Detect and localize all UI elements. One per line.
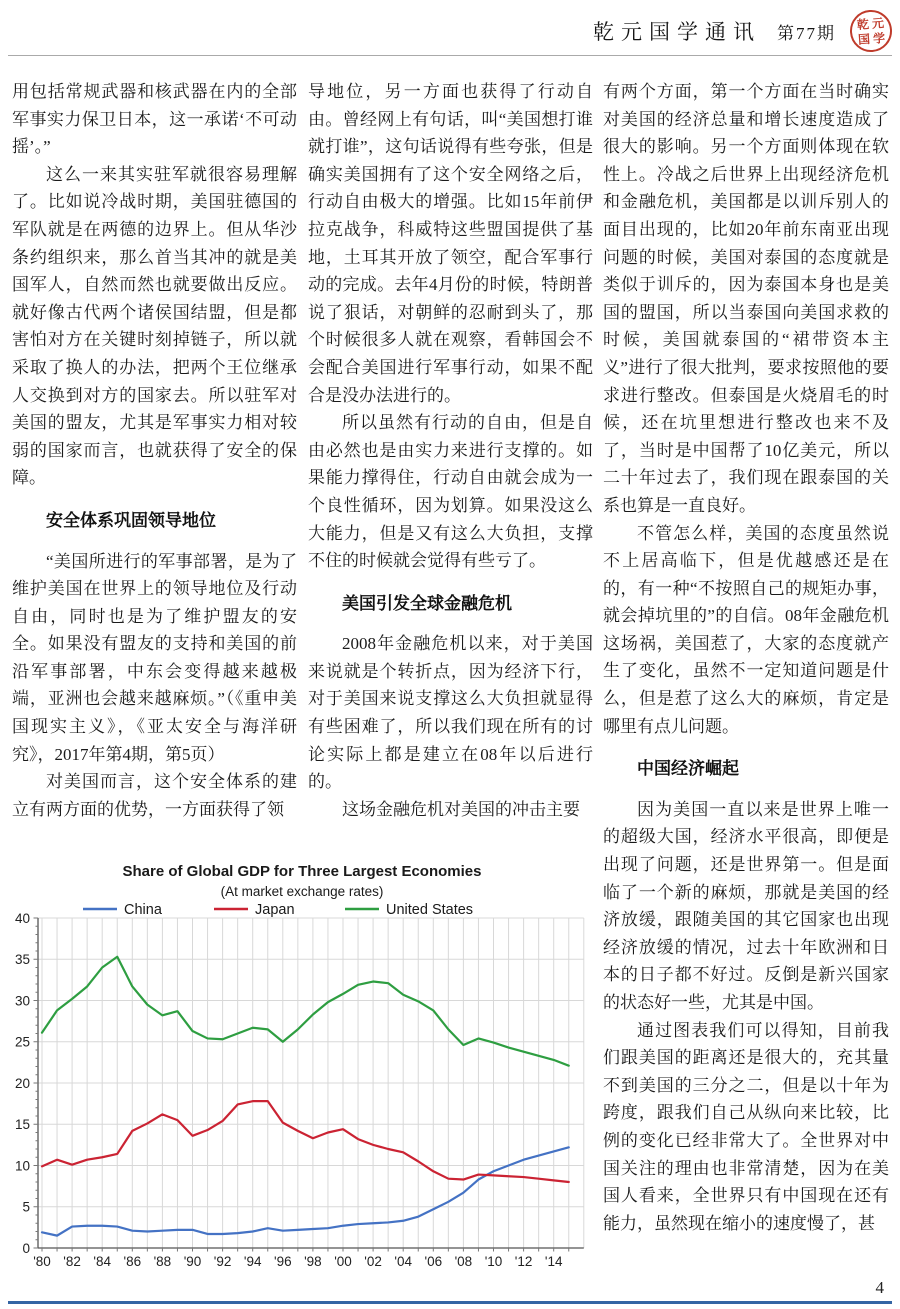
text-column-2	[308, 78, 593, 823]
svg-text:'12: '12	[514, 1254, 533, 1269]
page-header	[0, 8, 892, 54]
svg-text:'06: '06	[424, 1254, 443, 1269]
svg-text:5: 5	[22, 1199, 30, 1215]
seal-char: 乾	[856, 16, 870, 32]
seal-char: 国	[857, 31, 871, 47]
svg-text:'08: '08	[454, 1254, 473, 1269]
svg-text:'14: '14	[544, 1254, 563, 1269]
svg-text:'84: '84	[93, 1254, 111, 1269]
svg-text:'92: '92	[213, 1254, 232, 1269]
svg-text:'88: '88	[153, 1254, 172, 1269]
red-seal-stamp-icon	[849, 9, 894, 54]
chart-subtitle: (At market exchange rates)	[220, 884, 384, 899]
paragraph: 这么一来其实驻军就很容易理解了。比如说冷战时期，美国驻德国的军队就是在两德的边界上。但从华沙条约组织来，那么首当其冲的就是美国军人，自然而然也就要做出反应。就好像古代两个诸侯国结盟，但是都害怕对方在关键时刻掉链子，所以就采取了换人的办法，把两个王位继承人交换到对方的国家去。所以驻军对美国的盟友，尤其是军事实力相对较弱的国家而言，也就获得了安全的保障。	[12, 164, 297, 488]
seal-char: 学	[872, 30, 886, 46]
svg-text:'90: '90	[183, 1254, 202, 1269]
text-column-3	[603, 78, 889, 1237]
page-number: 4	[875, 1278, 884, 1297]
svg-text:25: 25	[14, 1034, 30, 1050]
chart-series-lines	[42, 957, 569, 1236]
svg-text:China: China	[124, 902, 162, 918]
svg-text:35: 35	[14, 952, 30, 968]
svg-text:'94: '94	[243, 1254, 262, 1269]
paragraph: 导地位，另一方面也获得了行动自由。曾经网上有句话，叫“美国想打谁就打谁”，这句话说得有些夸张，但是确实美国拥有了这个安全网络之后，行动自由极大的增强。比如15年前伊拉克战争，科威特这些盟国提供了基地，土耳其开放了领空，配合军事行动的完成。去年4月份的时候，特朗普说了狠话，对朝鲜的忍耐到头了，那个时候很多人就在观察，看韩国会不会配合美国进行军事行动，如果不配合是没办法进行的。	[308, 82, 593, 405]
section-heading: 安全体系巩固领导地位	[46, 510, 216, 530]
svg-text:30: 30	[14, 993, 30, 1009]
svg-text:'96: '96	[274, 1254, 292, 1269]
svg-text:20: 20	[14, 1075, 30, 1091]
svg-text:'00: '00	[334, 1254, 352, 1269]
footer-divider	[8, 1301, 892, 1304]
seal-char: 元	[871, 15, 885, 31]
svg-text:0: 0	[22, 1240, 30, 1256]
chart-grid	[38, 918, 584, 1248]
paragraph: 对美国而言，这个安全体系的建立有两方面的优势，一方面获得了领	[12, 772, 297, 819]
paragraph: 用包括常规武器和核武器在内的全部军事实力保卫日本，这一承诺‘不可动摇’。”	[12, 82, 297, 157]
svg-text:'02: '02	[364, 1254, 382, 1269]
paragraph: 通过图表我们可以得知，目前我们跟美国的距离还是很大的，充其量不到美国的三分之二，但是以十年为跨度，跟我们自己从纵向来比较，比例的变化已经非常大了。全世界对中国关注的理由也非常清楚，因为在美国人看来，全世界只有中国现在还有能力，虽然现在缩小的速度慢了，甚	[603, 1020, 889, 1233]
publication-title: 乾元国学通讯	[593, 20, 761, 44]
paragraph: 因为美国一直以来是世界上唯一的超级大国，经济水平很高，即便是出现了问题，还是世界第一。但是面临了一个新的麻烦，那就是美国的经济放缓，跟随美国的其它国家也出现经济放缓的情况，过去十年欧洲和日本的日子都不好过。反倒是新兴国家的状态好一些，尤其是中国。	[603, 799, 889, 1012]
paragraph: 这场金融危机对美国的冲击主要	[342, 799, 580, 819]
section-heading: 美国引发全球金融危机	[342, 593, 512, 613]
svg-text:15: 15	[14, 1117, 30, 1133]
chart-axes	[15, 911, 584, 1269]
paragraph: 有两个方面，第一个方面在当时确实对美国的经济总量和增长速度造成了很大的影响。另一个方面则体现在软性上。冷战之后世界上出现经济危机和金融危机，美国都是以训斥别人的面目出现的，比如20年前东南亚出现问题的时候，美国对泰国的态度就是类似于训斥的，因为泰国本身也是美国的盟国，所以当泰国向美国求救的时候，美国就泰国的“裙带资本主义”进行了很大批判，要求按照他的要求进行整改。但泰国是火烧眉毛的时候，还在坑里想进行整改也来不及了，当时是中国帮了10亿美元，所以二十年过去了，我们现在跟泰国的关系也算是一直良好。	[603, 82, 889, 515]
paragraph: 2008年金融危机以来，对于美国来说就是个转折点，因为经济下行，对于美国来说支撑这么大负担就显得有些困难了，所以我们现在所有的讨论实际上都是建立在08年以后进行的。	[308, 634, 593, 792]
issue-number: 第77期	[777, 23, 836, 43]
svg-text:'10: '10	[484, 1254, 503, 1269]
header-divider	[8, 55, 892, 56]
svg-text:10: 10	[14, 1158, 30, 1174]
text-column-1	[12, 78, 297, 823]
svg-text:'86: '86	[123, 1254, 142, 1269]
section-heading: 中国经济崛起	[637, 759, 739, 779]
svg-text:40: 40	[14, 910, 30, 926]
svg-text:'04: '04	[394, 1254, 412, 1269]
gdp-share-chart	[8, 854, 596, 1292]
chart-title: Share of Global GDP for Three Largest Economies	[122, 863, 482, 880]
paragraph: 不管怎么样，美国的态度虽然说不上居高临下，但是优越感还是在的，有一种“不按照自己的规矩办事，就会掉坑里的”的自信。08年金融危机这场祸，美国惹了，大家的态度就产生了变化，虽然不一定知道问题是什么，但是惹了这么大的麻烦，肯定是哪里有点儿问题。	[603, 523, 889, 736]
svg-text:'82: '82	[63, 1254, 81, 1269]
paragraph: 所以虽然有行动的自由，但是自由必然也是由实力来进行支撑的。如果能力撑得住，行动自由就会成为一个良性循环，因为划算。如果没这么大能力，但是又有这么大负担，支撑不住的时候就会觉得有些亏了。	[308, 413, 593, 571]
paragraph: “美国所进行的军事部署，是为了维护美国在世界上的领导地位及行动自由，同时也是为了维护盟友的安全。如果没有盟友的支持和美国的前沿军事部署，中东会变得越来越极端，亚洲也会越来越麻烦。”（《重申美国现实主义》，《亚太安全与海洋研究》，2017年第4期，第5页）	[12, 551, 297, 764]
svg-text:United States: United States	[386, 902, 474, 918]
svg-text:'80: '80	[33, 1254, 51, 1269]
svg-text:Japan: Japan	[255, 902, 295, 918]
chart-legend	[83, 902, 473, 918]
svg-text:'98: '98	[304, 1254, 322, 1269]
gdp-chart-svg	[8, 854, 596, 1292]
